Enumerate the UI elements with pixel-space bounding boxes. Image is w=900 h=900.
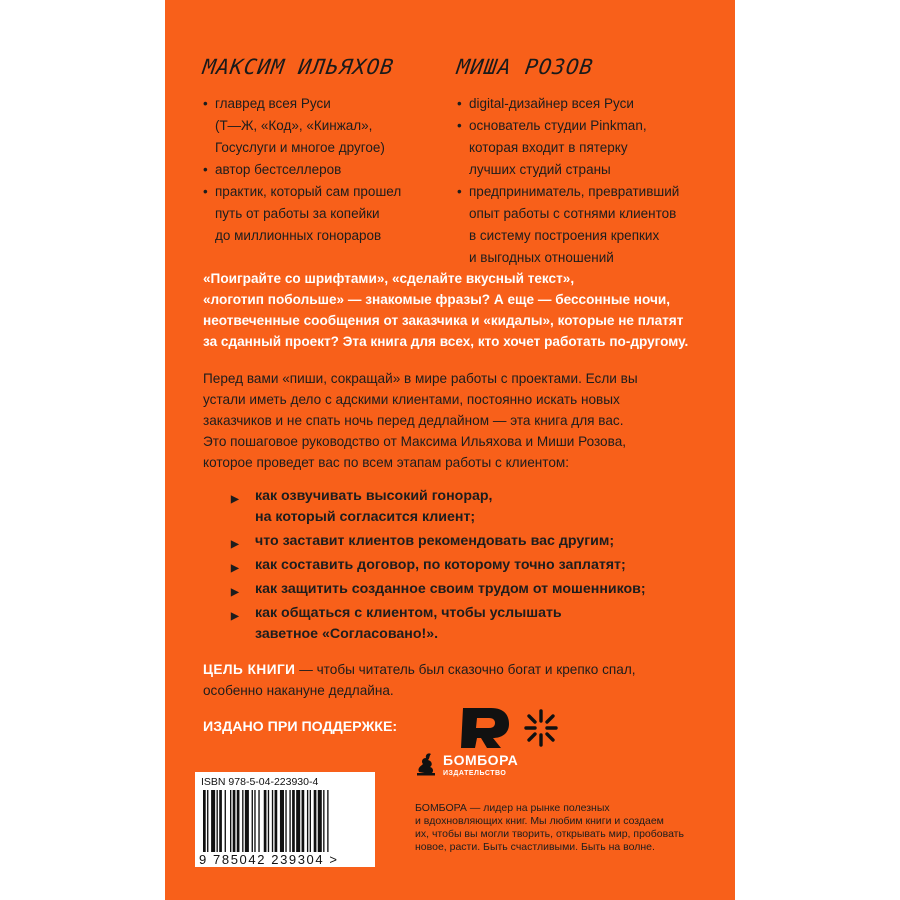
publisher-subtitle: ИЗДАТЕЛЬСТВО (443, 770, 507, 777)
list-item (225, 579, 695, 600)
publisher-name: БОМБОРА (443, 752, 519, 768)
publisher-description-line: и вдохновляющих книг. Мы любим книги и создаем (415, 815, 664, 827)
author-bullet-continued: Госуслуги и многое другое) (215, 140, 385, 155)
list-item-line: как защитить созданное своим трудом от мошенников; (255, 581, 646, 597)
barcode-bar (327, 790, 328, 852)
barcode-bar (233, 790, 236, 852)
description-line: устали иметь дело с адскими клиентами, постоянно искать новых (203, 392, 620, 407)
list-item-line: как составить договор, по которому точно заплатят; (255, 557, 626, 573)
lead-line: неотвеченные сообщения от заказчика и «кидалы», которые не платят (203, 313, 684, 328)
barcode-bar (314, 790, 317, 852)
lead-line: «логотип побольше» — знакомые фразы? А еще — бессонные ночи, (203, 292, 670, 307)
author-bullet-continued: (Т—Ж, «Код», «Кинжал», (215, 118, 373, 133)
publisher-description-line: новое, расти. Быть счастливыми. Быть на волне. (415, 841, 655, 853)
author-bullet-continued: и выгодных отношений (469, 250, 614, 265)
barcode-bar (318, 790, 322, 852)
author-bullet: • digital-дизайнер всея Руси (457, 93, 687, 114)
description-paragraph (203, 368, 723, 473)
list-item-line: как общаться с клиентом, чтобы услышать (255, 605, 562, 621)
barcode-bar (302, 790, 305, 852)
description-line: Это пошаговое руководство от Максима Ильяхова и Миши Розова, (203, 434, 627, 449)
list-item-line: на который согласится клиент; (255, 509, 476, 525)
description-line: которое проведет вас по всем этапам работы с клиентом: (203, 455, 570, 470)
support-label: ИЗДАНО ПРИ ПОДДЕРЖКЕ: (203, 719, 398, 735)
barcode-bar (323, 790, 324, 852)
bombora-logo (415, 750, 437, 776)
barcode-bar (272, 790, 273, 852)
asterisk-brand-logo (523, 708, 559, 748)
barcode-bar (268, 790, 269, 852)
barcode-bar (280, 790, 284, 852)
barcode-digits: 9 785042 239304 > (199, 852, 339, 867)
barcode-bar (289, 790, 290, 852)
lead-paragraph (203, 268, 723, 352)
author-bullet-continued: путь от работы за копейки (215, 206, 380, 221)
barcode-bar (217, 790, 218, 852)
barcode-bars (201, 790, 369, 852)
description-line: заказчиков и не спать ночь перед дедлайном — эта книга для вас. (203, 413, 624, 428)
goal-line: особенно накануне дедлайна. (203, 683, 394, 698)
barcode-bar (245, 790, 249, 852)
author-bullet: • главред всея Руси (203, 93, 433, 114)
support-section (203, 704, 723, 750)
author-bullet-continued: в систему построения крепких (469, 228, 660, 243)
barcode-bar (264, 790, 267, 852)
isbn-text: ISBN 978-5-04-223930-4 (201, 776, 319, 788)
barcode-bar (219, 790, 222, 852)
author-name: МИША РОЗОВ (455, 55, 596, 79)
arrow-right-icon: ▶ (231, 611, 239, 622)
barcode-bar (285, 790, 286, 852)
barcode-bar (275, 790, 278, 852)
list-item (225, 603, 695, 645)
r-brand-logo (457, 704, 515, 750)
description-line: Перед вами «пиши, сокращай» в мире работы с проектами. Если вы (203, 371, 638, 386)
barcode-bar (207, 790, 208, 852)
arrow-right-icon: ▶ (231, 563, 239, 574)
lead-line: «Поиграйте со шрифтами», «сделайте вкусный текст», (203, 271, 575, 286)
book-goal (203, 659, 723, 701)
list-item-line: что заставит клиентов рекомендовать вас другим; (255, 533, 615, 549)
barcode-bar (237, 790, 240, 852)
publisher-description-line: их, чтобы вы могли творить, открывать мир, пробовать (415, 828, 684, 840)
author-bullet-continued: лучших студий страны (469, 162, 611, 177)
barcode (195, 772, 375, 867)
arrow-right-icon: ▶ (231, 539, 239, 550)
barcode-bar (225, 790, 226, 852)
barcode-bar (252, 790, 253, 852)
barcode-bar (203, 790, 206, 852)
list-item (225, 555, 695, 576)
author-bullet-continued: опыт работы с сотнями клиентов (469, 206, 677, 221)
arrow-right-icon: ▶ (231, 494, 239, 505)
goal-title: ЦЕЛЬ КНИГИ (203, 662, 296, 677)
publisher-description-line: БОМБОРА — лидер на рынке полезных (415, 802, 610, 814)
list-item (225, 531, 695, 552)
author-name: МАКСИМ ИЛЬЯХОВ (201, 55, 396, 79)
author-bullet-continued: до миллионных гонораров (215, 228, 382, 243)
goal-line (203, 659, 723, 680)
goal-text: — чтобы читатель был сказочно богат и крепко спал, (295, 662, 636, 677)
author-bullets (457, 93, 687, 268)
author-bullet-continued: которая входит в пятерку (469, 140, 628, 155)
barcode-bar (242, 790, 243, 852)
author-bullet: • основатель студии Pinkman, (457, 115, 687, 136)
author-block-ilyakhov (203, 55, 433, 247)
author-block-rozov (457, 55, 687, 269)
arrow-right-icon: ▶ (231, 587, 239, 598)
list-item-line: заветное «Согласовано!». (255, 626, 439, 642)
barcode-bar (292, 790, 295, 852)
barcode-bar (296, 790, 300, 852)
barcode-bar (258, 790, 259, 852)
author-bullet: • автор бестселлеров (203, 159, 433, 180)
barcode-bar (254, 790, 255, 852)
lead-line: за сданный проект? Эта книга для всех, кто хочет работать по-другому. (203, 334, 689, 349)
author-bullets (203, 93, 433, 246)
barcode-bar (307, 790, 308, 852)
benefits-list (225, 486, 695, 648)
barcode-bar (230, 790, 231, 852)
list-item-line: как озвучивать высокий гонорар, (255, 488, 493, 504)
author-bullet: • предприниматель, превративший (457, 181, 687, 202)
list-item (225, 486, 695, 528)
book-back-cover (165, 0, 735, 900)
barcode-bar (310, 790, 311, 852)
publisher-description (415, 802, 715, 854)
author-bullet: • практик, который сам прошел (203, 181, 433, 202)
barcode-bar (211, 790, 215, 852)
